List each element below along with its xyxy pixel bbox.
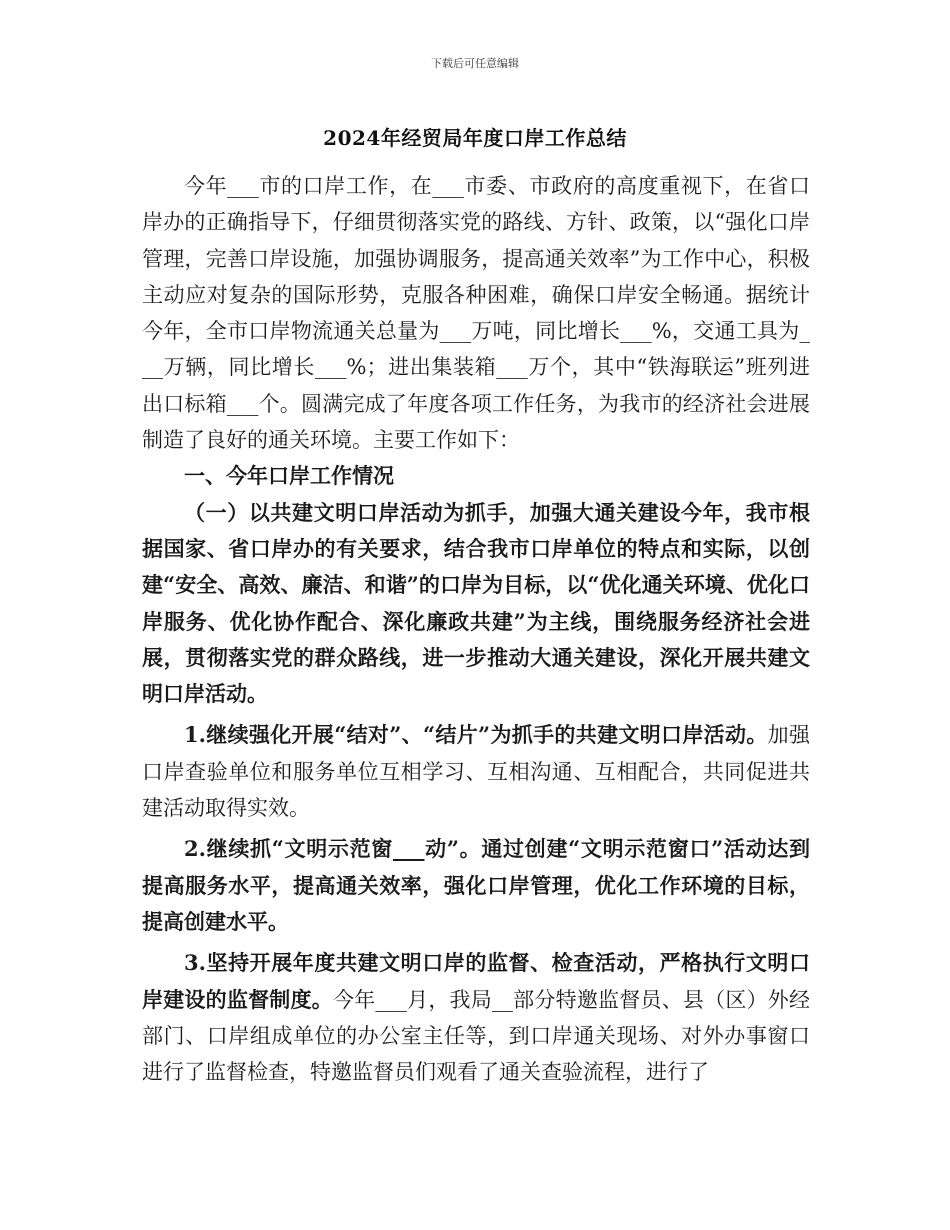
subsection-1-paragraph: （一）以共建文明口岸活动为抓手，加强大通关建设今年，我市根据国家、省口岸办的有关要求，结合我市口岸单位的特点和实际，以创建“安全、高效、廉洁、和谐”的口岸为目标，以“优化通关环境、优化口岸服务、优化协作配合、深化廉政共建”为主线，围绕服务经济社会进展，贯彻落实党的群众路线，进一步推动大通关建设，深化开展共建文明口岸活动。 [142,499,810,707]
item-1-heading: 1.继续强化开展“结对”、“结片”为抓手的共建文明口岸活动。 [184,722,768,748]
document-title: 2024年经贸局年度口岸工作总结 [323,126,627,150]
section-heading-1: 一、今年口岸工作情况 [184,463,394,489]
item-2-paragraph: 2.继续抓“文明示范窗___动”。通过创建“文明示范窗口”活动达到提高服务水平，提高通关效率，强化口岸管理，优化工作环境的目标，提高创建水平。 [142,836,810,934]
intro-paragraph: 今年___市的口岸工作，在___市委、市政府的高度重视下，在省口岸办的正确指导下，仔细贯彻落实党的路线、方针、政策，以“强化口岸管理，完善口岸设施，加强协调服务，提高通关效率”为工作中心，积极主动应对复杂的国际形势，克服各种困难，确保口岸安全畅通。据统计今年，全市口岸物流通关总量为___万吨，同比增长___%，交通工具为___万辆，同比增长___%；进出集装箱___万个，其中“铁海联运”班列进出口标箱___个。圆满完成了年度各项工作任务，为我市的经济社会进展制造了良好的通关环境。主要工作如下： [142,174,810,453]
item-3-heading: 3.坚持开展年度共建文明口岸的监督、检查活动，严格执行文明口岸建设的监督制度。 [142,950,810,1012]
item-1-text: 加强口岸查验单位和服务单位互相学习、互相沟通、互相配合，共同促进共建活动取得实效。 [142,723,810,821]
item-1-paragraph [142,717,810,826]
item-3-paragraph [142,945,810,1090]
document-body [142,168,810,1090]
item-3-text: 今年___月，我局__部分特邀监督员、县（区）外经部门、口岸组成单位的办公室主任等，到口岸通关现场、对外办事窗口进行了监督检查，特邀监督员们观看了通关查验流程，进行了 [142,987,811,1085]
header-note: 下载后可任意编辑 [431,57,519,70]
